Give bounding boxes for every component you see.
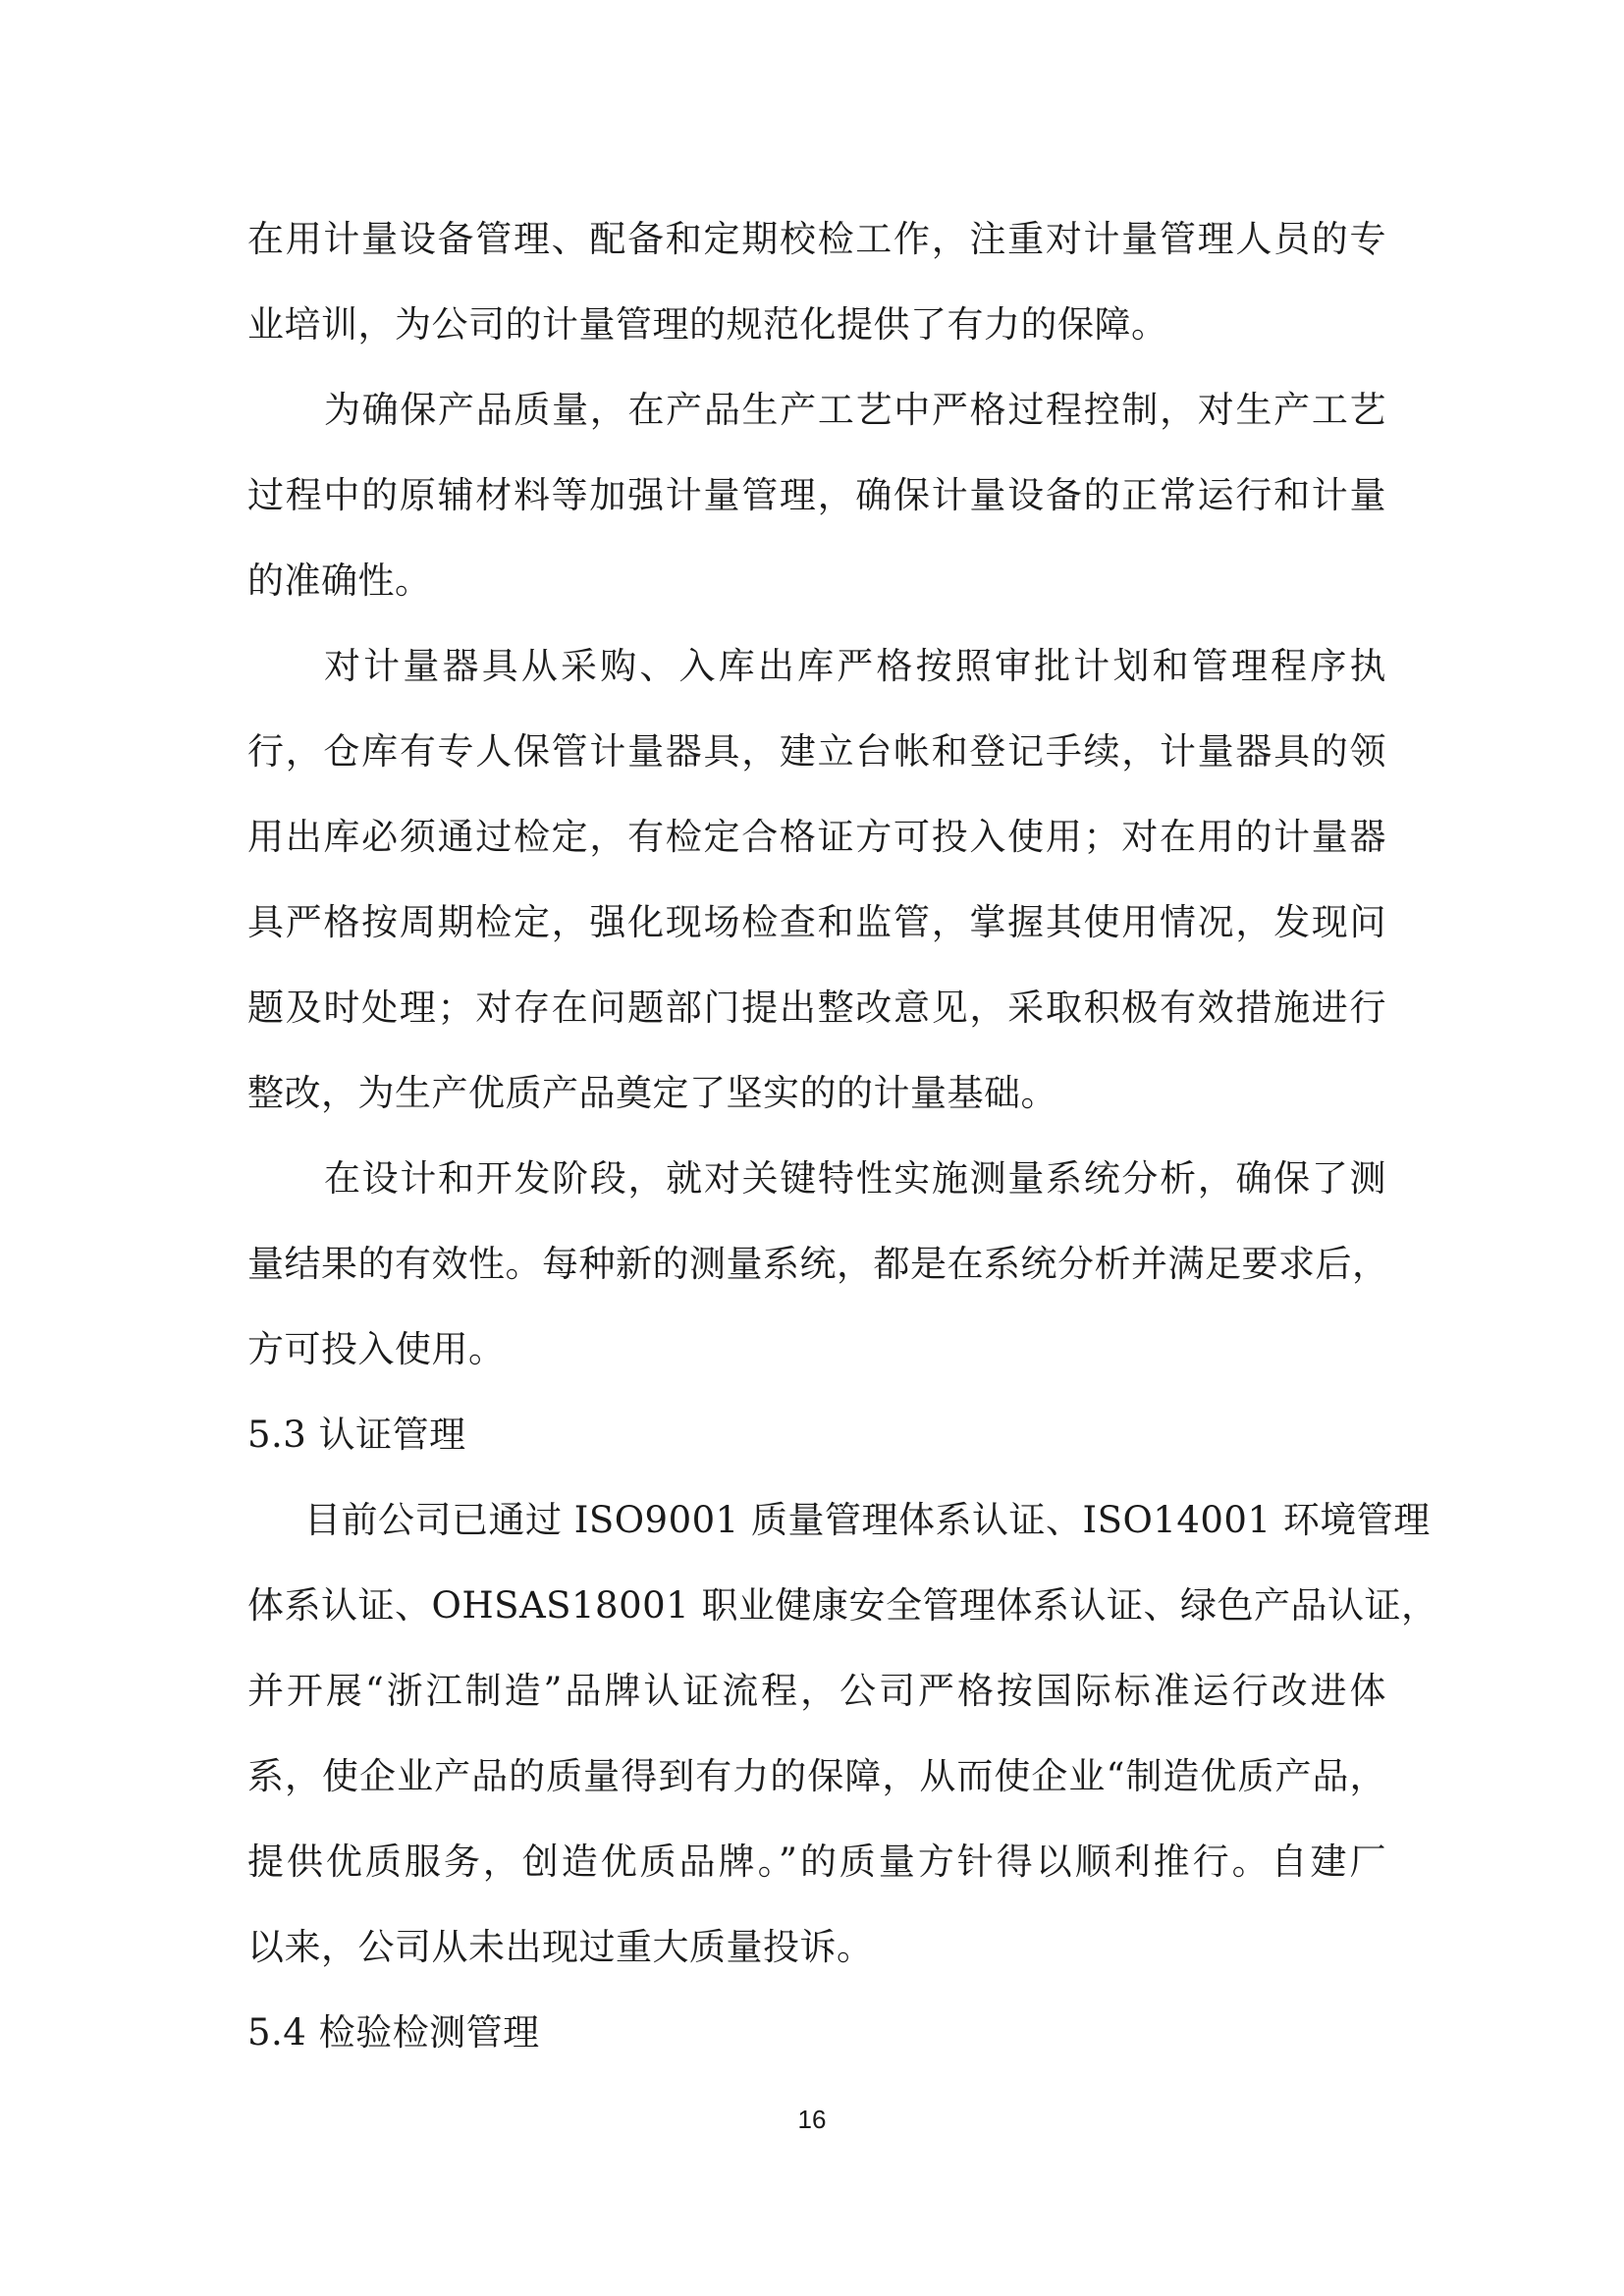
- section-heading-5-3: 5.3 认证管理: [247, 1414, 466, 1456]
- paragraph-4-line-3: 方可投入使用。: [247, 1328, 506, 1370]
- page-number: 16: [797, 2105, 827, 2134]
- paragraph-5-line-1: 目前公司已通过 ISO9001 质量管理体系认证、ISO14001 环境管理: [304, 1499, 1431, 1541]
- paragraph-3-line-4: 具严格按周期检定，强化现场检查和监管，掌握其使用情况，发现问: [247, 901, 1386, 943]
- paragraph-5-line-3: 并开展“浙江制造”品牌认证流程，公司严格按国际标准运行改进体: [247, 1670, 1386, 1712]
- paragraph-3-line-2: 行，仓库有专人保管计量器具，建立台帐和登记手续，计量器具的领: [247, 730, 1386, 773]
- paragraph-4-line-1: 在设计和开发阶段，就对关键特性实施测量系统分析，确保了测: [324, 1157, 1386, 1200]
- section-heading-5-4: 5.4 检验检测管理: [247, 2011, 540, 2054]
- paragraph-5-line-4: 系，使企业产品的质量得到有力的保障，从而使企业“制造优质产品，: [247, 1755, 1386, 1797]
- paragraph-1-line-1: 在用计量设备管理、配备和定期校检工作，注重对计量管理人员的专: [247, 218, 1386, 260]
- paragraph-5-line-2: 体系认证、OHSAS18001 职业健康安全管理体系认证、绿色产品认证，: [247, 1584, 1438, 1627]
- paragraph-3-line-5: 题及时处理；对存在问题部门提出整改意见，采取积极有效措施进行: [247, 987, 1386, 1029]
- paragraph-5-line-6: 以来，公司从未出现过重大质量投诉。: [247, 1926, 874, 1968]
- paragraph-3-line-6: 整改，为生产优质产品奠定了坚实的的计量基础。: [247, 1072, 1057, 1114]
- paragraph-2-line-1: 为确保产品质量，在产品生产工艺中严格过程控制，对生产工艺: [324, 389, 1386, 431]
- paragraph-2-line-2: 过程中的原辅材料等加强计量管理，确保计量设备的正常运行和计量: [247, 474, 1386, 516]
- paragraph-3-line-1: 对计量器具从采购、入库出库严格按照审批计划和管理程序执: [324, 645, 1386, 687]
- paragraph-3-line-3: 用出库必须通过检定，有检定合格证方可投入使用；对在用的计量器: [247, 816, 1386, 858]
- paragraph-5-line-5: 提供优质服务，创造优质品牌。”的质量方针得以顺利推行。自建厂: [247, 1841, 1386, 1883]
- paragraph-1-line-2: 业培训，为公司的计量管理的规范化提供了有力的保障。: [247, 303, 1168, 346]
- paragraph-4-line-2: 量结果的有效性。每种新的测量系统，都是在系统分析并满足要求后，: [247, 1243, 1389, 1285]
- paragraph-2-line-3: 的准确性。: [247, 560, 432, 602]
